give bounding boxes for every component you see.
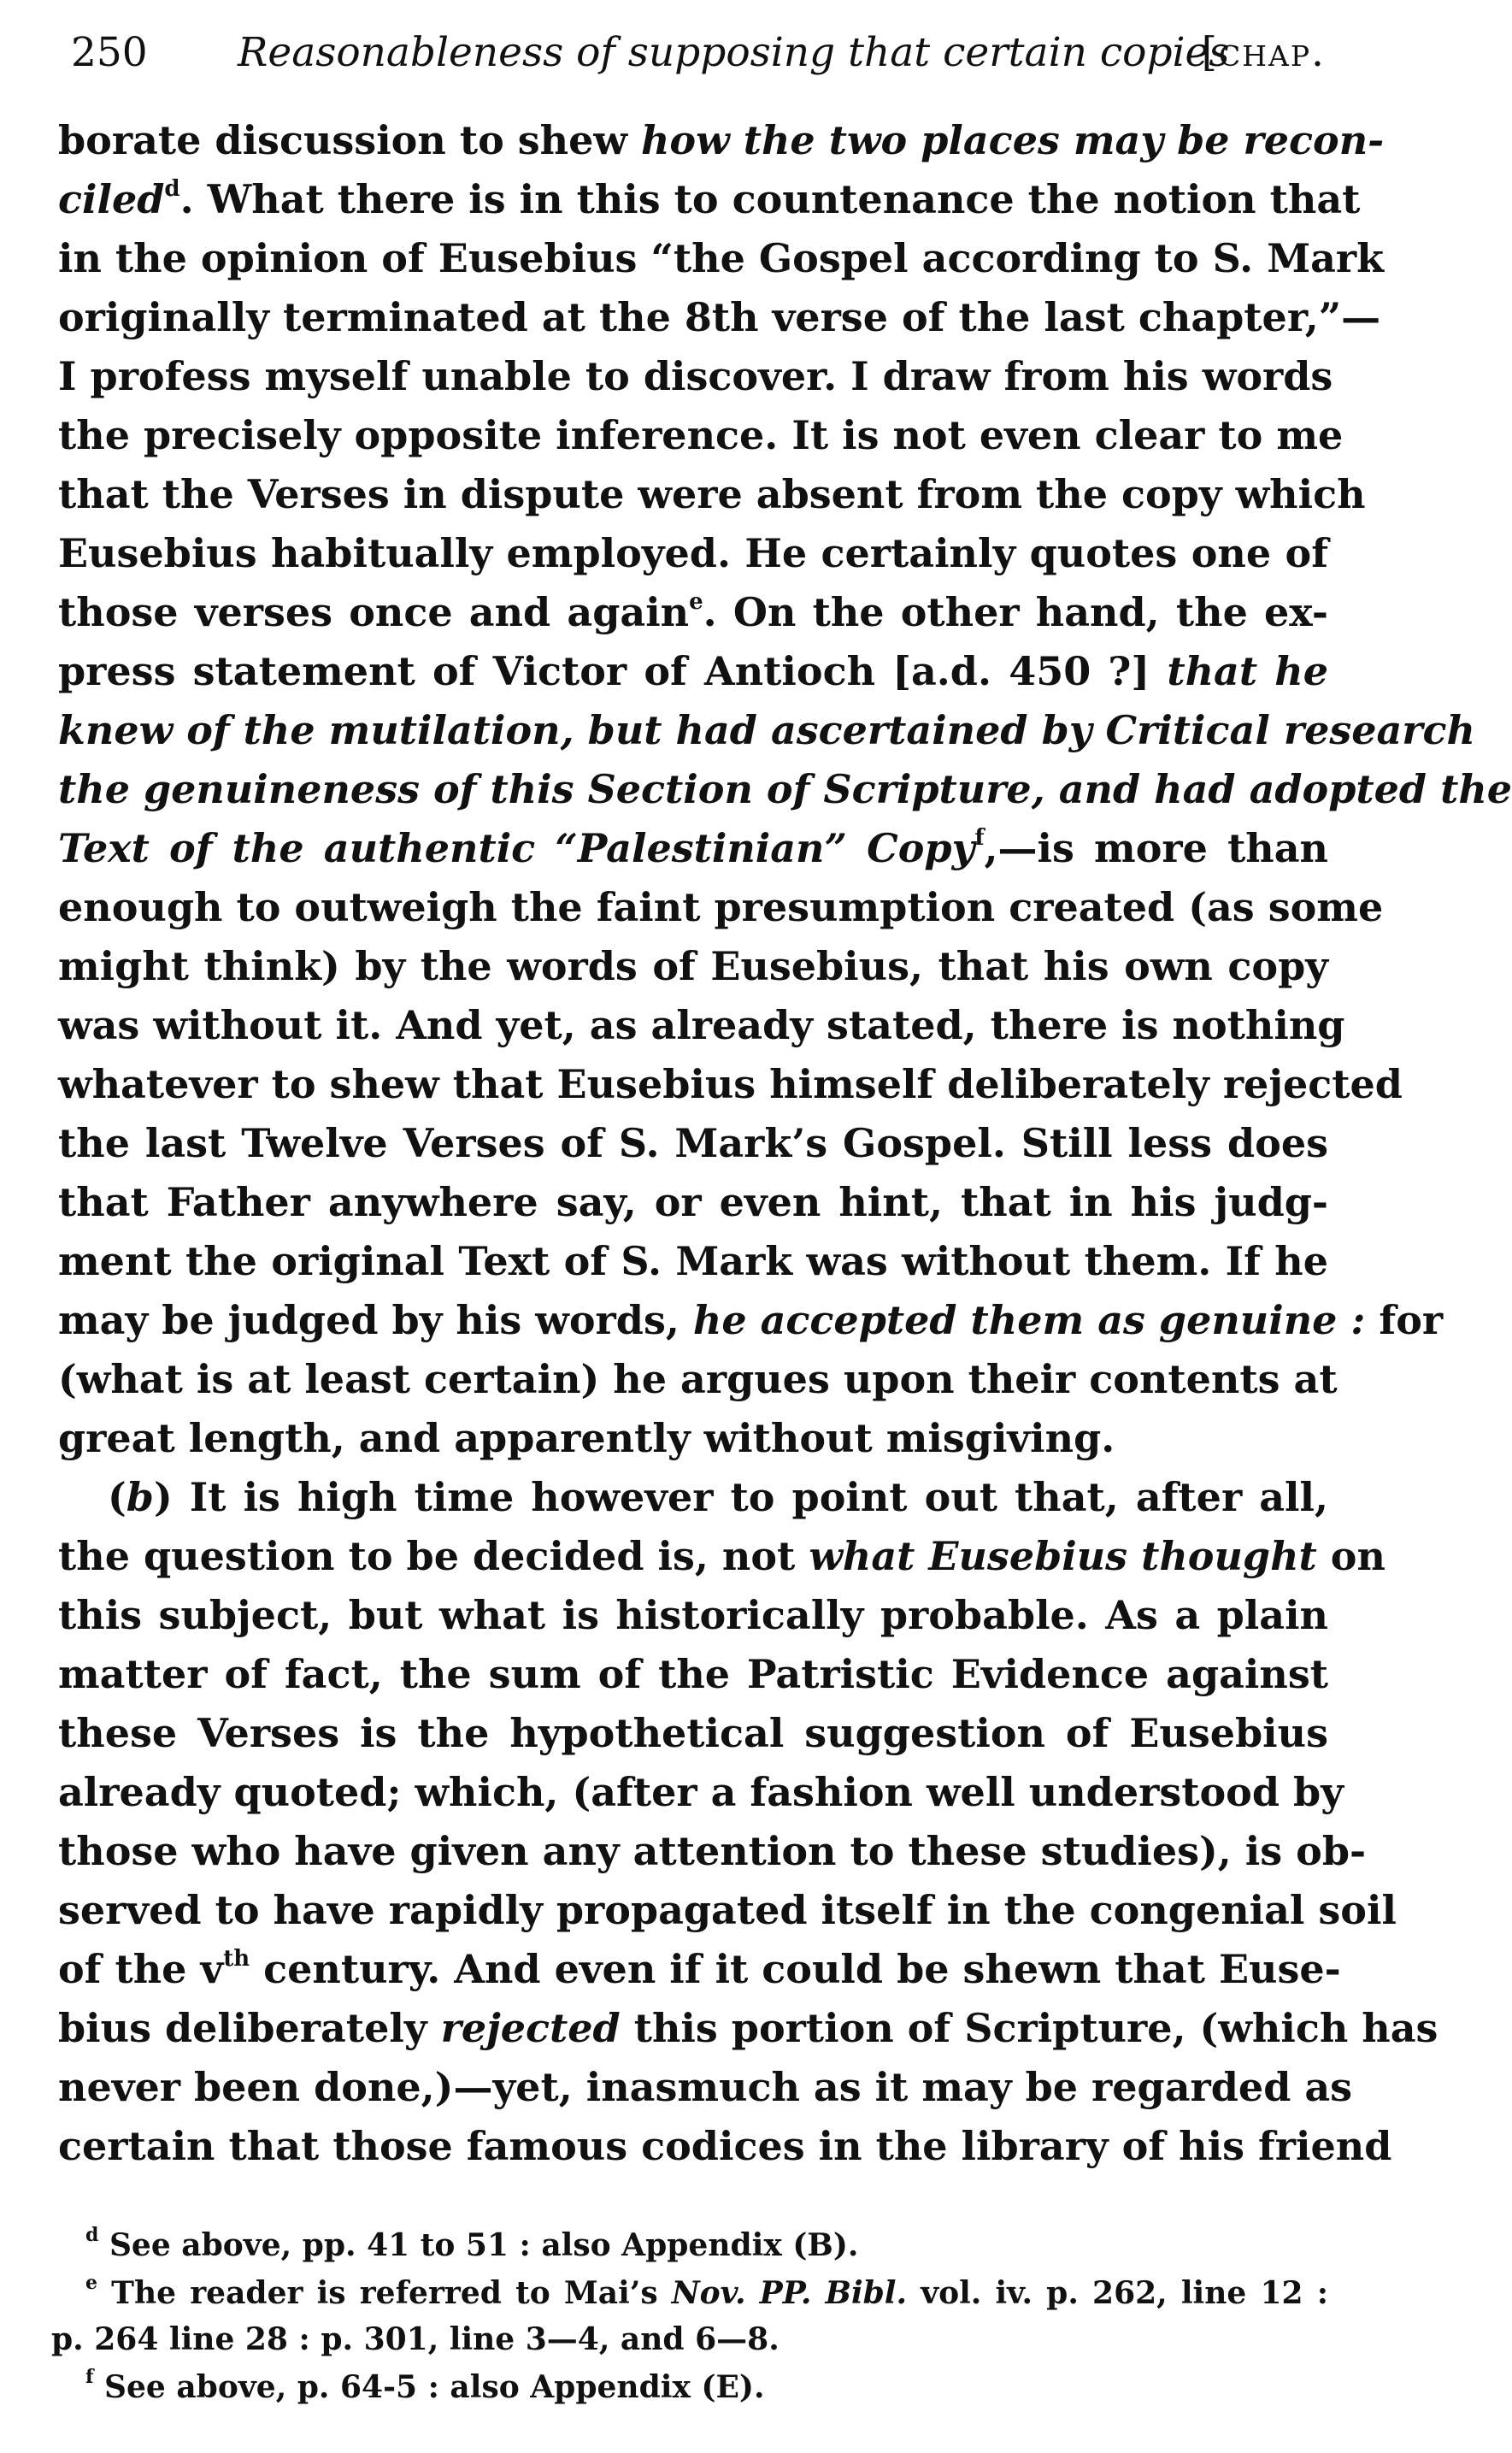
text-line: certain that those famous codices in the library of his friend (58, 2123, 1392, 2169)
text-run: on (1316, 1533, 1386, 1579)
text-line: (what is at least certain) he argues upon their contents at (58, 1356, 1338, 1402)
text-line: served to have rapidly propagated itself in the congenial soil (58, 1887, 1397, 1933)
text-line: the last Twelve Verses of S. Mark’s Gospel. Still less does (58, 1120, 1328, 1166)
italic-run: how the two places may be recon- (640, 117, 1385, 163)
footnote-f (51, 2365, 1328, 2409)
text-run: bius deliberately (58, 2005, 441, 2051)
text-line: matter of fact, the sum of the Patristic Evidence against (58, 1651, 1328, 1697)
footnote-text: See above, pp. 41 to 51 : also Appendix (B). (109, 2227, 859, 2263)
text-run: those verses once and again (58, 589, 690, 635)
footnote-italic: Nov. PP. Bibl. (671, 2275, 908, 2311)
text-line: those who have given any attention to these studies), is ob- (58, 1828, 1367, 1874)
footnote-text: vol. iv. p. 262, line 12 : (907, 2275, 1328, 2311)
italic-run: Text of the authentic “Palestinian” Copy (58, 825, 975, 871)
text-run: of the v (58, 1946, 224, 1992)
footnote-marker: d (85, 2224, 99, 2246)
chapter-label (1202, 22, 1326, 84)
footnote-e (51, 2271, 1328, 2315)
footnote-ref-e: e (689, 588, 703, 615)
text-line: whatever to shew that Eusebius himself deliberately rejected (58, 1061, 1403, 1107)
text-line (58, 1999, 1438, 2058)
italic-run: b (126, 1474, 154, 1520)
text-line: the precisely opposite inference. It is not even clear to me (58, 412, 1344, 458)
text-run: borate discussion to shew (58, 117, 641, 163)
footnote-text: The reader is referred to Mai’s (111, 2275, 672, 2311)
text-line: that Father anywhere say, or even hint, that in his judg- (58, 1179, 1328, 1225)
text-run: . What there is in this to countenance the notion that (179, 176, 1361, 222)
text-line: in the opinion of Eusebius “the Gospel according to S. Mark (58, 235, 1385, 281)
text-line: this subject, but what is historically probable. As a plain (58, 1592, 1328, 1638)
text-run: the question to be decided is, not (58, 1533, 809, 1579)
superscript: th (223, 1945, 250, 1972)
text-line (58, 583, 1328, 642)
text-run: ( (108, 1474, 126, 1520)
chapter-label-text: [chap. (1201, 29, 1326, 76)
text-line (58, 1291, 1444, 1350)
footnote-d (51, 2223, 1328, 2267)
italic-run: that he (1167, 648, 1328, 694)
text-line (58, 1468, 1328, 1527)
text-line: ment the original Text of S. Mark was without them. If he (58, 1238, 1328, 1284)
text-run: ,—is more than (984, 825, 1329, 871)
text-line: might think) by the words of Eusebius, that his own copy (58, 943, 1328, 989)
text-line (58, 642, 1328, 701)
running-header (71, 22, 1326, 84)
text-run: century. And even if it could be shewn that Euse- (250, 1946, 1341, 1992)
text-line: Eusebius habitually employed. He certainly quotes one of (58, 530, 1328, 576)
footnote-ref-f: f (974, 824, 985, 851)
text-run: for (1365, 1297, 1444, 1343)
italic-run: what Eusebius thought (809, 1533, 1317, 1579)
text-line: these Verses is the hypothetical suggestion of Eusebius (58, 1710, 1328, 1756)
text-line: never been done,)—yet, inasmuch as it may be regarded as (58, 2064, 1353, 2110)
text-line: was without it. And yet, as already stated, there is nothing (58, 1002, 1345, 1048)
text-line: I profess myself unable to discover. I draw from his words (58, 353, 1333, 399)
footnote-e-continued: p. 264 line 28 : p. 301, line 3—4, and 6—8. (51, 2321, 780, 2357)
text-line: that the Verses in dispute were absent from the copy which (58, 471, 1366, 517)
footnote-marker: f (85, 2366, 94, 2388)
italic-run: he accepted them as genuine : (692, 1297, 1366, 1343)
text-run: this portion of Scripture, (which has (620, 2005, 1438, 2051)
text-run: press statement of Victor of Antioch [a.d. 450 ?] (58, 648, 1168, 694)
text-line: great length, and apparently without misgiving. (58, 1415, 1115, 1461)
running-title: Reasonableness of supposing that certain copies (238, 29, 1230, 76)
text-run: . On the other hand, the ex- (703, 589, 1328, 635)
text-line (58, 111, 1385, 170)
footnote-marker: e (85, 2272, 97, 2294)
italic-run: ciled (58, 176, 165, 222)
text-line (58, 1527, 1386, 1586)
text-line (58, 819, 1328, 878)
text-line: enough to outweigh the faint presumption created (as some (58, 884, 1384, 930)
text-line: already quoted; which, (after a fashion well understood by (58, 1769, 1344, 1815)
text-line (58, 170, 1361, 229)
text-line: knew of the mutilation, but had ascertained by Critical research (58, 707, 1475, 753)
text-run: ) It is high time however to point out that, after all, (153, 1474, 1328, 1520)
text-line (58, 1940, 1341, 1999)
italic-run: rejected (440, 2005, 621, 2051)
page-number: 250 (71, 29, 148, 76)
text-run: may be judged by his words, (58, 1297, 693, 1343)
text-line: originally terminated at the 8th verse of the last chapter,”— (58, 294, 1381, 340)
text-line: the genuineness of this Section of Scripture, and had adopted the (58, 766, 1512, 812)
footnote-ref-d: d (164, 175, 180, 202)
footnote-text: See above, p. 64-5 : also Appendix (E). (104, 2369, 765, 2405)
body-text (58, 111, 1512, 2176)
